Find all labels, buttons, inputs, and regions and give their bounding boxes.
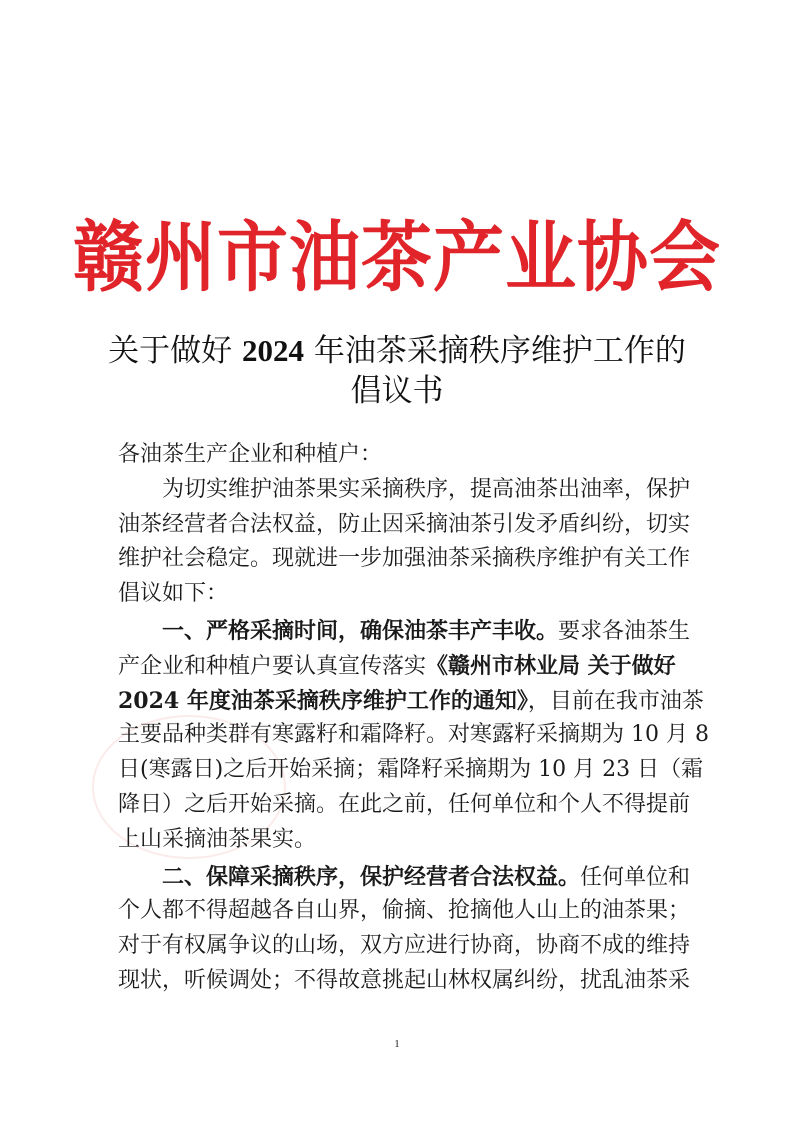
section-1-line: 产企业和种植户要认真宣传落实《赣州市林业局 关于做好 [118,652,676,679]
organization-header: 赣州市油茶产业协会 [72,211,721,303]
notice-reference: 2024 年度油茶采摘秩序维护工作的通知》 [118,687,528,714]
section-1-line: 降日）之后开始采摘。在此之前，任何单位和个人不得提前 [118,791,691,817]
paragraph-line: 油茶经营者合法权益，防止因采摘油茶引发矛盾纠纷，切实 [118,511,691,537]
section-1-line: 日(寒露日)之后开始采摘；霜降籽采摘期为 10 月 23 日（霜 [118,757,704,783]
section-2-line: 个人都不得超越各自山界，偷摘、抢摘他人山上的油茶果； [118,898,691,924]
section-1-line: 2024 年度油茶采摘秩序维护工作的通知》，目前在我市油茶 [118,687,704,714]
salutation: 各油茶生产企业和种植户： [118,442,383,467]
page-number: 1 [394,1038,400,1050]
paragraph-line: 维护社会稳定。现就进一步加强油茶采摘秩序维护有关工作 [118,546,691,572]
section-2-line: 对于有权属争议的山场，双方应进行协商，协商不成的维持 [118,933,691,959]
section-1-line: 一、严格采摘时间，确保油茶丰产丰收。要求各油茶生 [162,617,691,644]
section-1-heading: 一、严格采摘时间，确保油茶丰产丰收。 [162,617,559,644]
section-1-line: 上山采摘油茶果实。 [118,826,317,852]
section-2-line: 现状，听候调处；不得故意挑起山林权属纠纷，扰乱油茶采 [118,967,691,993]
document-title [0,331,794,411]
section-1-line: 主要品种类群有寒露籽和霜降籽。对寒露籽采摘期为 10 月 8 [118,722,709,748]
notice-reference: 《赣州市林业局 关于做好 [426,652,676,679]
document-body [118,438,709,999]
title-line-1: 关于做好 2024 年油茶采摘秩序维护工作的 [108,333,686,369]
paragraph-line: 倡议如下： [118,581,229,607]
section-2-line: 二、保障采摘秩序，保护经营者合法权益。任何单位和 [162,863,691,890]
section-2-heading: 二、保障采摘秩序，保护经营者合法权益。 [162,863,581,890]
paragraph-line: 为切实维护油茶果实采摘秩序，提高油茶出油率，保护 [162,476,691,502]
title-line-2: 倡议书 [350,373,444,409]
